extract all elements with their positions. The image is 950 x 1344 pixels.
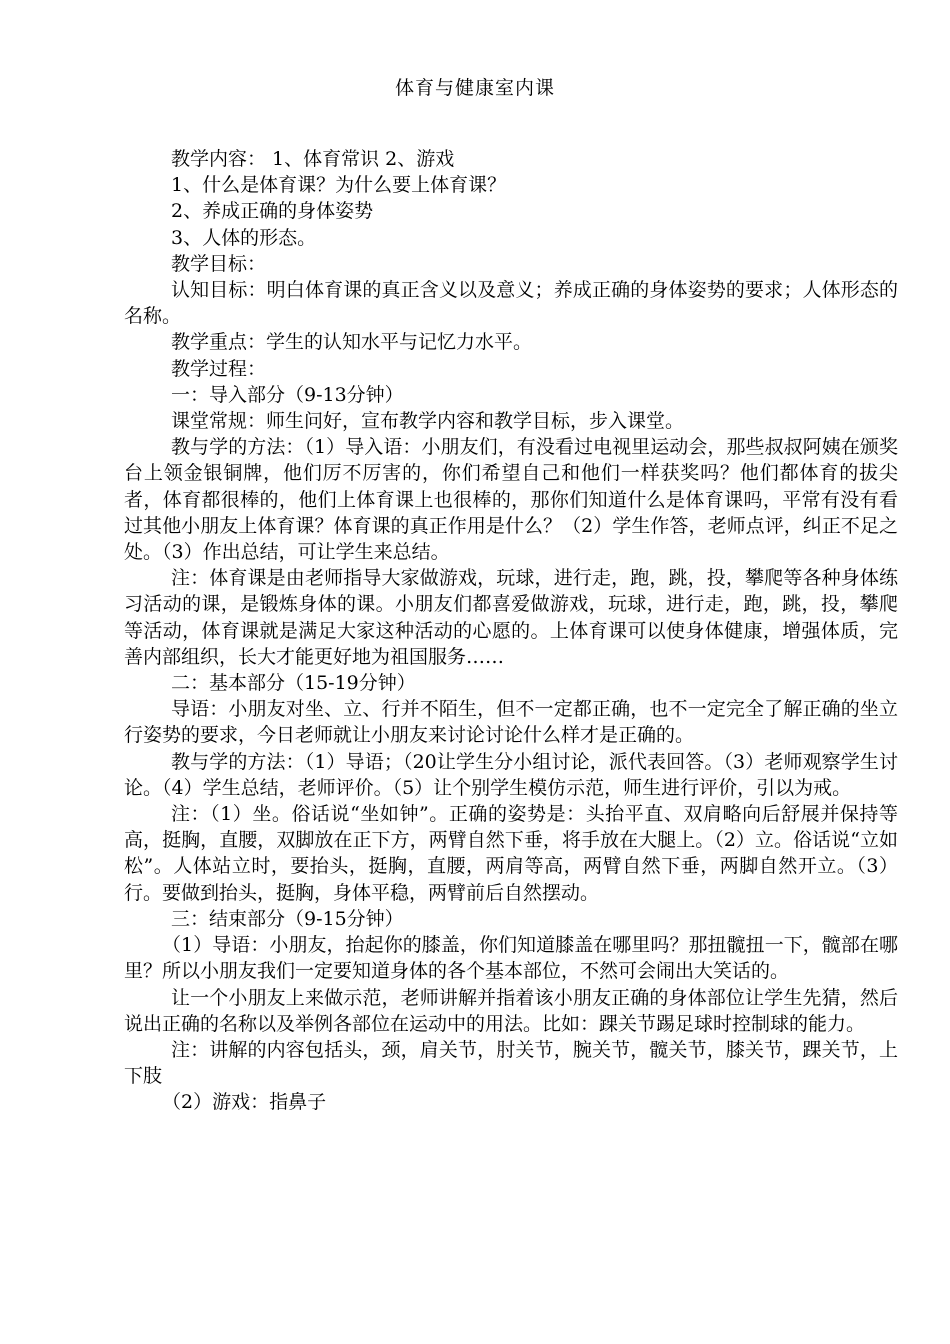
- paragraph: 注：体育课是由老师指导大家做游戏，玩球，进行走，跑，跳，投，攀爬等各种身体练习活动的课，是锻炼身体的课。小朋友们都喜爱做游戏，玩球，进行走，跑，跳，投，攀爬等活动，体育课就是满足大家这种活动的心愿的。上体育课可以使身体健康，增强体质，完善内部组织，长大才能更好地为祖国服务……: [124, 567, 898, 668]
- section-heading: 二：基本部分（15-19分钟）: [171, 672, 416, 695]
- paragraph: 注：（1）坐。俗话说“坐如钟”。正确的姿势是：头抬平直、双肩略向后舒展并保持等高，挺胸，直腰，双脚放在正下方，两臂自然下垂，将手放在大腿上。（2）立。俗话说“立如松”。人体站立时，要抬头，挺胸，直腰，两肩等高，两臂自然下垂，两脚自然开立。（3）行。要做到抬头，挺胸，身体平稳，两臂前后自然摆动。: [124, 803, 898, 904]
- paragraph: 教学目标：: [171, 252, 267, 275]
- paragraph: （2）游戏：指鼻子: [162, 1091, 327, 1114]
- paragraph: 教与学的方法：（1）导语；（20让学生分小组讨论，派代表回答。（3）老师观察学生讨论。（4）学生总结，老师评价。（5）让个别学生模仿示范，师生进行评价，引以为戒。: [124, 750, 898, 799]
- document-title: 体育与健康室内课: [394, 77, 555, 99]
- paragraph: 导语：小朋友对坐、立、行并不陌生，但不一定都正确，也不一定完全了解正确的坐立行姿势的要求，今日老师就让小朋友来讨论讨论什么样才是正确的。: [124, 698, 898, 747]
- section-heading: 三：结束部分（9-15分钟）: [171, 907, 404, 930]
- document-body: [124, 146, 898, 1116]
- paragraph: 3、人体的形态。: [171, 226, 317, 249]
- paragraph: 课堂常规：师生问好，宣布教学内容和教学目标，步入课堂。: [171, 410, 685, 433]
- paragraph: 教学过程：: [171, 357, 267, 380]
- paragraph: 认知目标：明白体育课的真正含义以及意义；养成正确的身体姿势的要求；人体形态的名称。: [124, 279, 898, 328]
- paragraph: 教学内容： 1、体育常识 2、游戏: [171, 148, 455, 170]
- paragraph: 教学重点：学生的认知水平与记忆力水平。: [171, 331, 533, 354]
- paragraph: （1）导语：小朋友，抬起你的膝盖，你们知道膝盖在哪里吗？那扭髋扭一下，髋部在哪里？所以小朋友我们一定要知道身体的各个基本部位，不然可会闹出大笑话的。: [124, 934, 898, 983]
- paragraph: 让一个小朋友上来做示范，老师讲解并指着该小朋友正确的身体部位让学生先猜，然后说出正确的名称以及举例各部位在运动中的用法。比如：踝关节踢足球时控制球的能力。: [124, 986, 898, 1035]
- paragraph: 1、什么是体育课？为什么要上体育课？: [171, 174, 507, 197]
- paragraph: 教与学的方法：（1）导入语：小朋友们，有没看过电视里运动会，那些叔叔阿姨在颁奖台上领金银铜牌，他们厉不厉害的，你们希望自己和他们一样获奖吗？他们都体育的拔尖者，体育都很棒的，他们上体育课上也很棒的，那你们知道什么是体育课吗，平常有没有看过其他小朋友上体育课？体育课的真正作用是什么？（2）学生作答，老师点评，纠正不足之处。（3）作出总结，可让学生来总结。: [124, 436, 898, 564]
- paragraph: 2、养成正确的身体姿势: [171, 200, 374, 223]
- paragraph: 注：讲解的内容包括头，颈，肩关节，肘关节，腕关节，髋关节，膝关节，踝关节，上下肢: [124, 1038, 898, 1088]
- section-heading: 一：导入部分（9-13分钟）: [171, 383, 404, 406]
